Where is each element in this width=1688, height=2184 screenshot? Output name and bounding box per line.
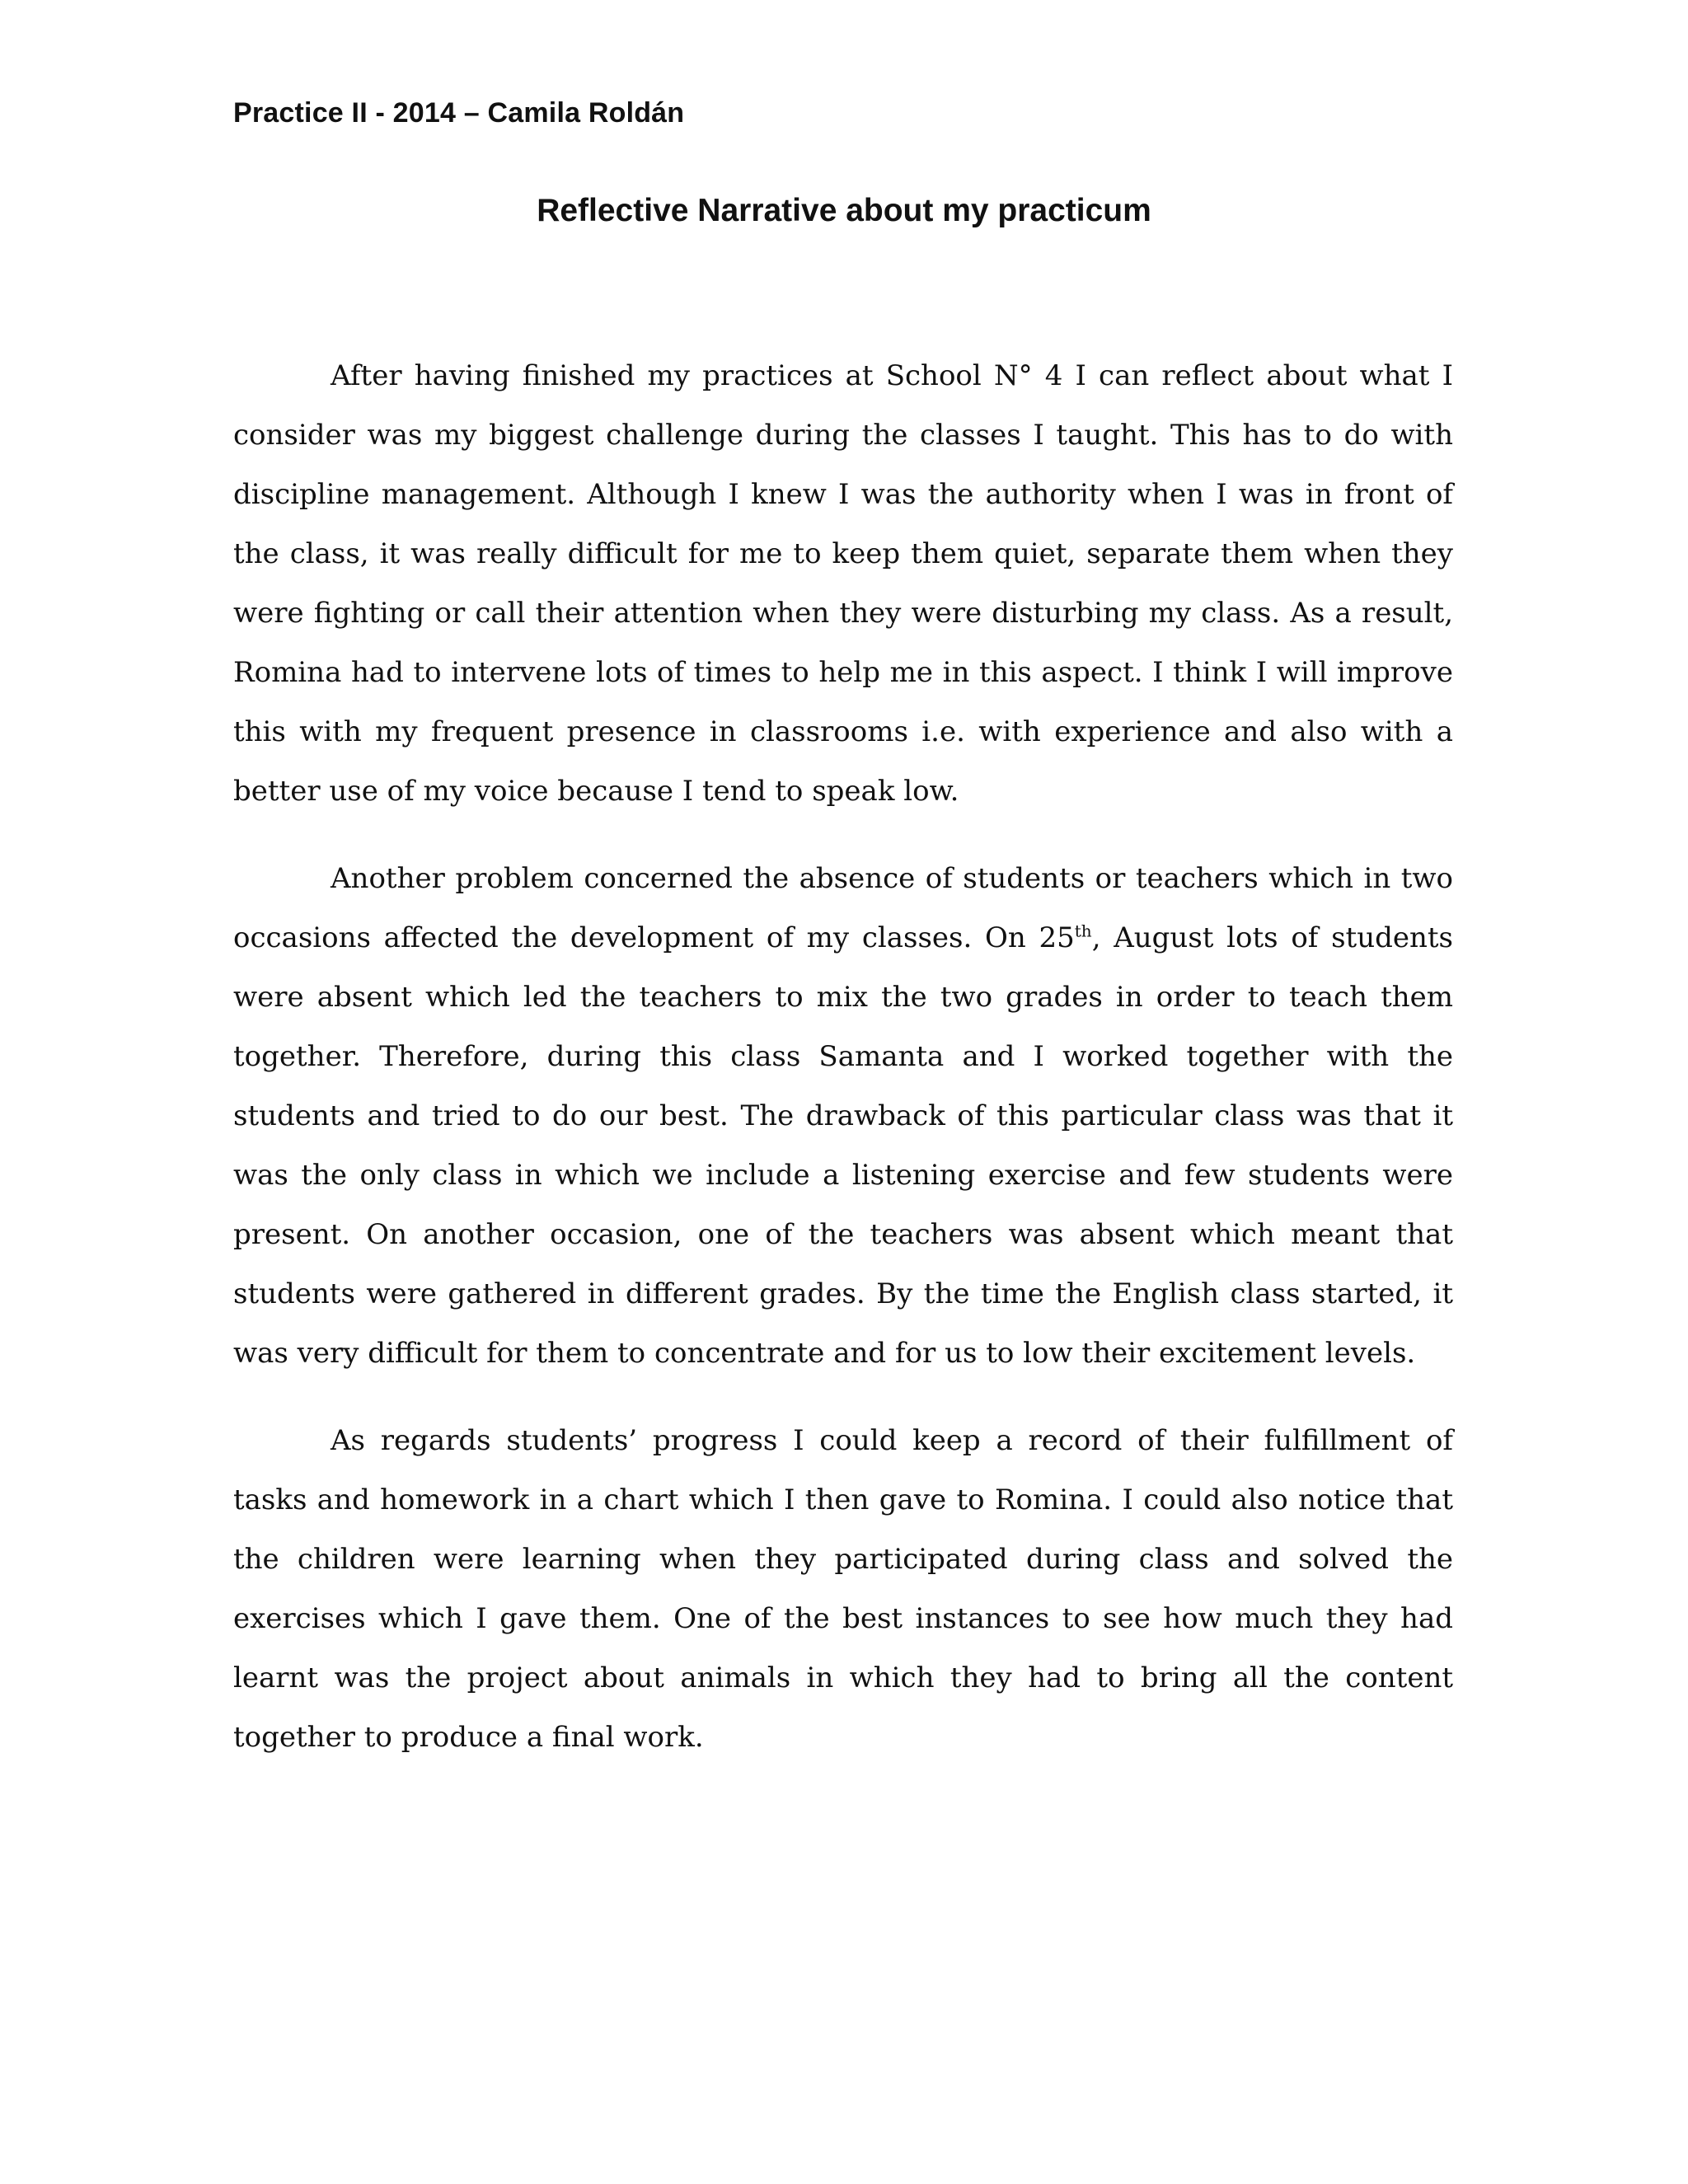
document-title: Reflective Narrative about my practicum [537, 193, 1151, 228]
page-header: Practice II - 2014 – Camila Roldán [233, 97, 685, 129]
paragraph-2-part-2: , August lots of students were absent which led the teachers to mix the two grades in order to teach them together. Therefore, during this class Samanta and I worked together with the students and tried to do our best. The drawback of this particular class was that it was the only class in which we include a listening exercise and few students were present. On another occasion, one of the teachers was absent which meant that students were gathered in different grades. By the time the English class started, it was very difficult for them to concentrate and for us to low their excitement levels. [233, 921, 1453, 1370]
paragraph-1: After having finished my practices at School N° 4 I can reflect about what I consider was my biggest challenge during the classes I taught. This has to do with discipline management. Although I knew I was the authority when I was in front of the class, it was really difficult for me to keep them quiet, separate them when they were fighting or call their attention when they were disturbing my class. As a result, Romina had to intervene lots of times to help me in this aspect. I think I will improve this with my frequent presence in classrooms i.e. with experience and also with a better use of my voice because I tend to speak low. [233, 359, 1453, 808]
ordinal-suffix: th [1074, 921, 1092, 941]
document-body [233, 346, 1453, 1795]
paragraph-3: As regards students’ progress I could keep a record of their fulfillment of tasks and homework in a chart which I then gave to Romina. I could also notice that the children were learning when they participated during class and solved the exercises which I gave them. One of the best instances to see how much they had learnt was the project about animals in which they had to bring all the content together to produce a final work. [233, 1424, 1453, 1754]
paragraph-2-part-1: Another problem concerned the absence of students or teachers which in two occasions affected the development of my classes. On 25 [233, 862, 1453, 954]
paragraph-2 [233, 849, 1453, 1383]
